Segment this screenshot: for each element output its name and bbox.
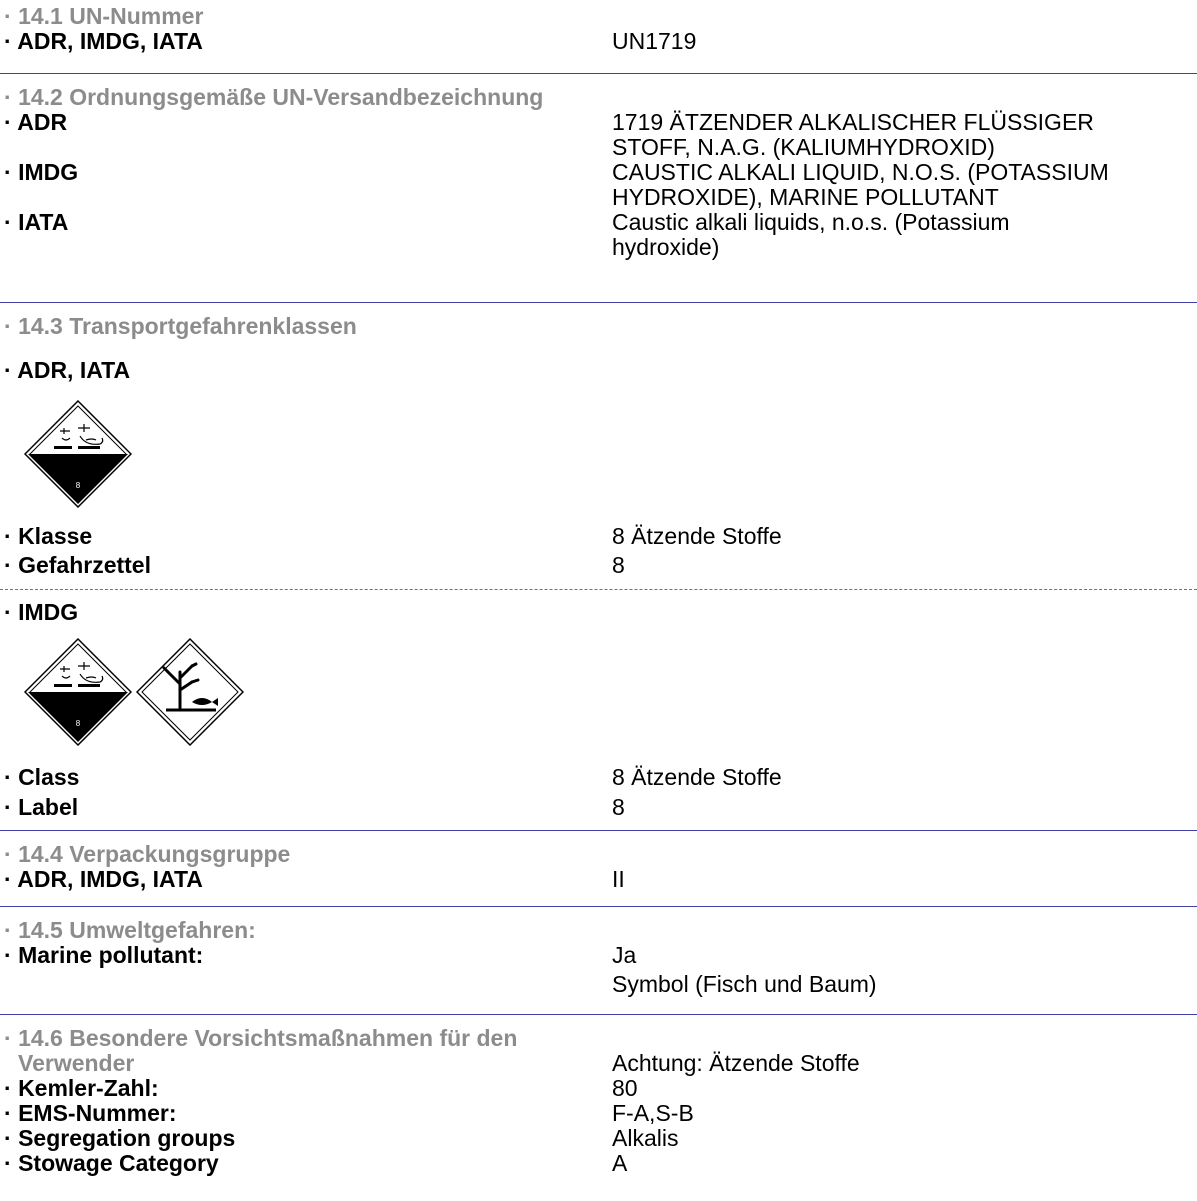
- data-row: [0, 1076, 1197, 1101]
- row-value: F-A,S-B: [612, 1100, 694, 1126]
- row-value: A: [612, 1150, 628, 1176]
- adr-iata-title: ADR, IATA: [17, 357, 131, 383]
- bullet: ·: [4, 313, 12, 339]
- pictogram-class-number: 8: [75, 481, 81, 490]
- section-14-6: [0, 1026, 1197, 1176]
- row-value: 80: [612, 1075, 638, 1101]
- data-row-continuation: [0, 135, 1197, 160]
- row-label: Class: [18, 764, 80, 790]
- section-14-2: [0, 85, 1197, 260]
- section-header: [0, 1026, 1197, 1051]
- row-value-line: HYDROXIDE), MARINE POLLUTANT: [612, 184, 999, 210]
- corrosive-hazard-diamond-icon: [24, 400, 132, 508]
- bullet: ·: [4, 1100, 12, 1126]
- row-value-line: Caustic alkali liquids, n.o.s. (Potassium: [612, 209, 1010, 235]
- subsection-divider: [0, 589, 1197, 590]
- bullet: ·: [4, 1025, 12, 1051]
- data-row: [0, 1126, 1197, 1151]
- row-label: Gefahrzettel: [18, 552, 151, 578]
- bullet: ·: [4, 209, 12, 235]
- data-row-continuation: [0, 185, 1197, 210]
- section-divider: [0, 906, 1197, 907]
- bullet: ·: [4, 1125, 12, 1151]
- row-label: Marine pollutant:: [18, 942, 204, 968]
- bullet: ·: [4, 764, 12, 790]
- environmental-hazard-diamond-icon: [136, 638, 244, 746]
- corrosive-hazard-diamond-icon: [24, 638, 132, 746]
- bullet: ·: [4, 866, 12, 892]
- bullet: ·: [4, 917, 12, 943]
- bullet: ·: [4, 159, 12, 185]
- row-label: Klasse: [18, 523, 93, 549]
- bullet: ·: [4, 84, 12, 110]
- section-header-continuation: [0, 1051, 1197, 1076]
- row-value: 8: [612, 552, 625, 578]
- data-row: [0, 524, 1197, 549]
- section-14-5: [0, 918, 1197, 997]
- row-value: UN1719: [612, 28, 697, 54]
- row-value-line: STOFF, N.A.G. (KALIUMHYDROXID): [612, 134, 995, 160]
- section-14-4-title: 14.4 Verpackungsgruppe: [18, 841, 291, 867]
- data-row: [0, 765, 1197, 790]
- data-row: [0, 110, 1197, 135]
- section-header: [0, 842, 1197, 867]
- bullet: ·: [4, 523, 12, 549]
- section-header: [0, 85, 1197, 110]
- row-label: Label: [18, 794, 79, 820]
- data-row-continuation: [0, 972, 1197, 997]
- bullet: ·: [4, 357, 12, 383]
- data-row: [0, 943, 1197, 968]
- row-label: Kemler-Zahl:: [18, 1075, 159, 1101]
- bullet: ·: [4, 552, 12, 578]
- row-value-line: CAUSTIC ALKALI LIQUID, N.O.S. (POTASSIUM: [612, 159, 1109, 185]
- row-value: Alkalis: [612, 1125, 679, 1151]
- subsection-title: [0, 600, 1197, 625]
- imdg-title: IMDG: [18, 599, 79, 625]
- row-label: ADR, IMDG, IATA: [17, 866, 203, 892]
- data-row: [0, 210, 1197, 235]
- section-divider: [0, 302, 1197, 303]
- section-divider: [0, 1014, 1197, 1015]
- row-label: ADR: [17, 109, 68, 135]
- row-label: IATA: [18, 209, 69, 235]
- data-row: [0, 29, 1197, 54]
- row-label: ADR, IMDG, IATA: [17, 28, 203, 54]
- section-14-2-title: 14.2 Ordnungsgemäße UN-Versandbezeichnung: [18, 84, 544, 110]
- data-row: [0, 1151, 1197, 1176]
- data-row: [0, 867, 1197, 892]
- section-header: [0, 918, 1197, 943]
- bullet: ·: [4, 1075, 12, 1101]
- row-label: IMDG: [18, 159, 79, 185]
- section-14-1: [0, 4, 1197, 54]
- row-value: II: [612, 866, 625, 892]
- bullet: ·: [4, 942, 12, 968]
- row-value-line: Symbol (Fisch und Baum): [612, 971, 877, 997]
- bullet: ·: [4, 28, 12, 54]
- row-value-line: Ja: [612, 942, 637, 968]
- section-divider: [0, 73, 1197, 74]
- section-14-5-title: 14.5 Umweltgefahren:: [18, 917, 256, 943]
- section-14-1-title: 14.1 UN-Nummer: [18, 3, 204, 29]
- row-value: 8 Ätzende Stoffe: [612, 764, 782, 790]
- section-divider: [0, 830, 1197, 831]
- row-value: Achtung: Ätzende Stoffe: [612, 1050, 860, 1076]
- pictogram-class-number: 8: [75, 719, 81, 728]
- row-value-line: hydroxide): [612, 234, 720, 260]
- bullet: ·: [4, 841, 12, 867]
- row-label: Stowage Category: [18, 1150, 219, 1176]
- row-label: EMS-Nummer:: [18, 1100, 177, 1126]
- row-value-line: 1719 ÄTZENDER ALKALISCHER FLÜSSIGER: [612, 109, 1094, 135]
- section-header: [0, 314, 1197, 339]
- row-value: 8: [612, 794, 625, 820]
- section-14-3-title: 14.3 Transportgefahrenklassen: [18, 313, 357, 339]
- section-14-6-title-line: Verwender: [18, 1050, 135, 1076]
- data-row: [0, 553, 1197, 578]
- data-row: [0, 160, 1197, 185]
- section-14-4: [0, 842, 1197, 892]
- data-row-continuation: [0, 235, 1197, 260]
- section-header: [0, 4, 1197, 29]
- bullet: ·: [4, 599, 12, 625]
- bullet: ·: [4, 109, 12, 135]
- row-value: 8 Ätzende Stoffe: [612, 523, 782, 549]
- bullet: ·: [4, 3, 12, 29]
- bullet: ·: [4, 794, 12, 820]
- section-14-6-title-line: 14.6 Besondere Vorsichtsmaßnahmen für den: [18, 1025, 518, 1051]
- data-row: [0, 1101, 1197, 1126]
- subsection-title: [0, 358, 1197, 383]
- bullet: ·: [4, 1150, 12, 1176]
- data-row: [0, 795, 1197, 820]
- row-label: Segregation groups: [18, 1125, 236, 1151]
